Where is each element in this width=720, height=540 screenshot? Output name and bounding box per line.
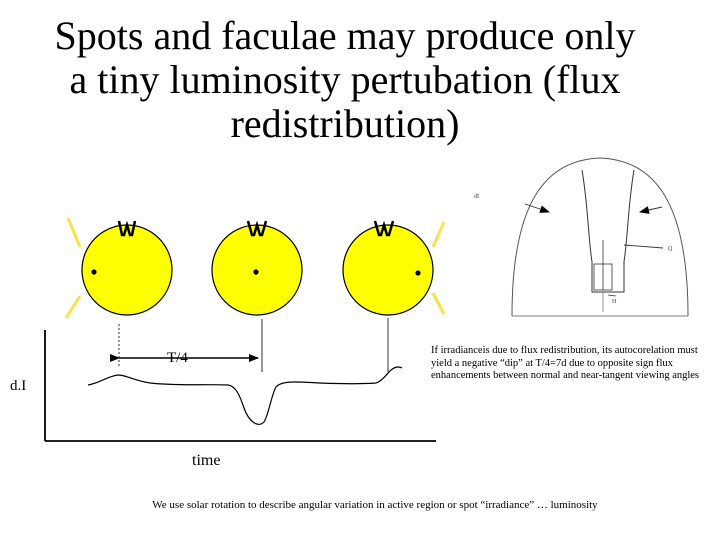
faculae-ray-lower-left bbox=[66, 296, 80, 318]
period-label: T/4 bbox=[167, 350, 188, 366]
faculae-ray-upper-left bbox=[68, 218, 80, 247]
inset-intensity-plot bbox=[512, 158, 688, 316]
sunspot bbox=[415, 270, 420, 275]
inset-y-label: dI bbox=[474, 194, 479, 200]
faculae-ray-lower-right bbox=[433, 293, 444, 314]
irradiance-curve bbox=[88, 367, 402, 424]
title-line-3: redistribution) bbox=[230, 101, 460, 146]
sunspot bbox=[253, 269, 258, 274]
autocorrelation-note: If irradianceis due to flux redistribution, its autocorelation must yield a negative “dip” at T/4=7d due to opposite sign flux enhancements between normal and near-tangent viewing angles bbox=[431, 345, 700, 381]
inset-q-label: Q bbox=[668, 246, 673, 252]
sun-disc-center bbox=[212, 221, 302, 315]
faculae-ray-upper-right bbox=[433, 222, 444, 247]
sunspot bbox=[91, 269, 96, 274]
title-line-1: Spots and faculae may produce only bbox=[54, 13, 636, 58]
x-axis-label: time bbox=[192, 452, 221, 469]
y-axis-label: d.I bbox=[10, 378, 27, 394]
sun-disc-left bbox=[66, 218, 172, 318]
title-line-2: a tiny luminosity pertubation (flux bbox=[69, 57, 621, 102]
inset-h-label: H bbox=[612, 299, 617, 305]
footer-caption: We use solar rotation to describe angular variation in active region or spot “irradiance” … luminosity bbox=[152, 499, 598, 511]
sun-disc-right bbox=[343, 221, 444, 315]
